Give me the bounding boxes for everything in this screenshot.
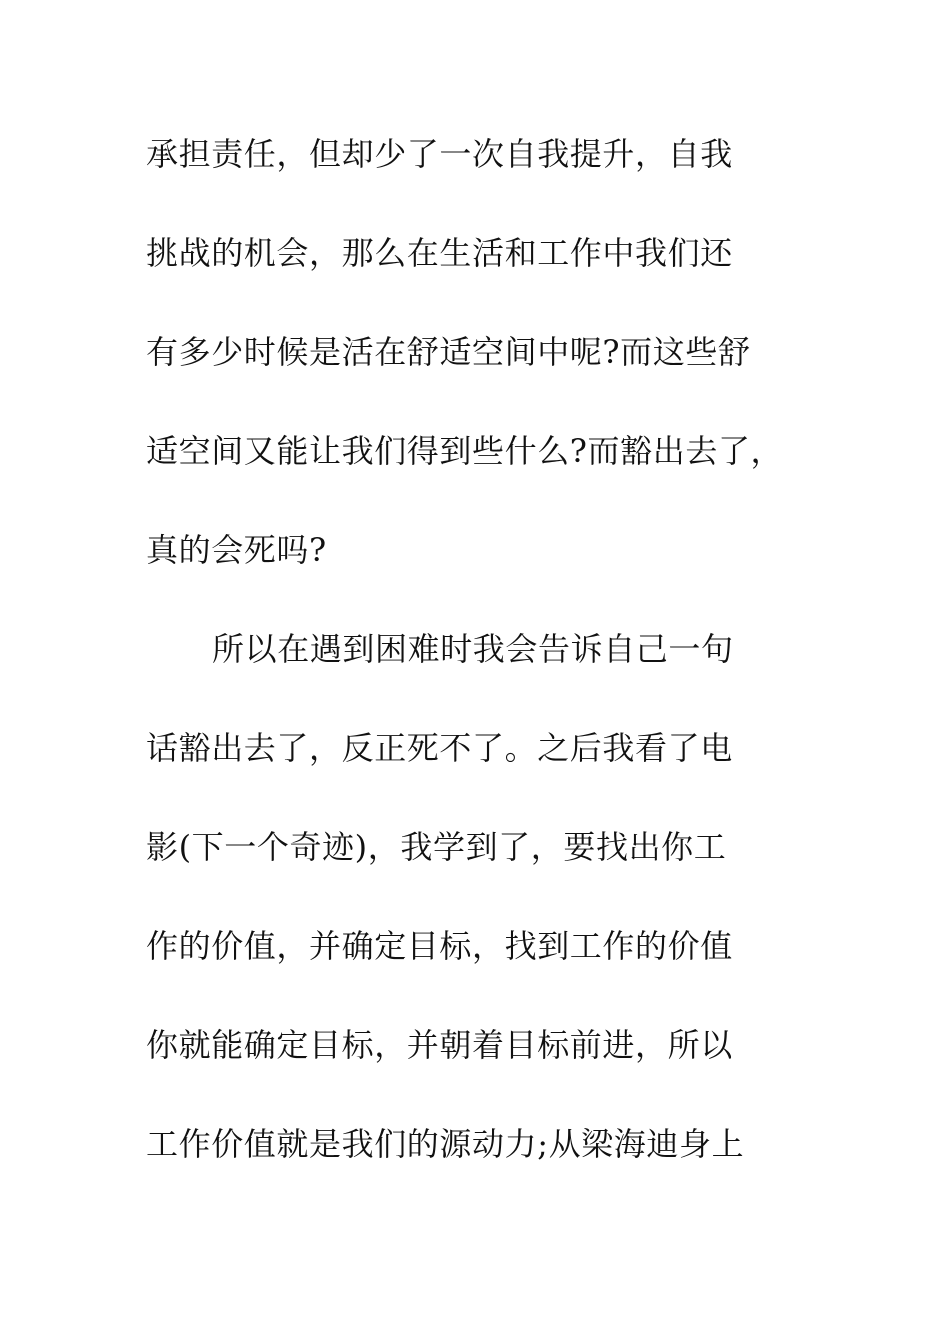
text-line-1: 承担责任，但却少了一次自我提升，自我: [146, 135, 733, 173]
text-line-2: 挑战的机会，那么在生活和工作中我们还: [146, 234, 733, 272]
document-text-body: [146, 126, 826, 1215]
text-line-6-paragraph-start: 所以在遇到困难时我会告诉自己一句: [212, 630, 734, 668]
text-line-5: 真的会死吗?: [146, 531, 327, 569]
text-line-10: 你就能确定目标，并朝着目标前进，所以: [146, 1026, 733, 1064]
text-line-11: 工作价值就是我们的源动力;从梁海迪身上: [146, 1125, 745, 1163]
text-line-9: 作的价值，并确定目标，找到工作的价值: [146, 927, 733, 965]
text-line-3: 有多少时候是活在舒适空间中呢?而这些舒: [146, 333, 751, 371]
text-line-4: 适空间又能让我们得到些什么?而豁出去了，: [146, 432, 784, 470]
text-line-8: 影(下一个奇迹)，我学到了，要找出你工: [146, 828, 727, 866]
text-line-7: 话豁出去了，反正死不了。之后我看了电: [146, 729, 733, 767]
